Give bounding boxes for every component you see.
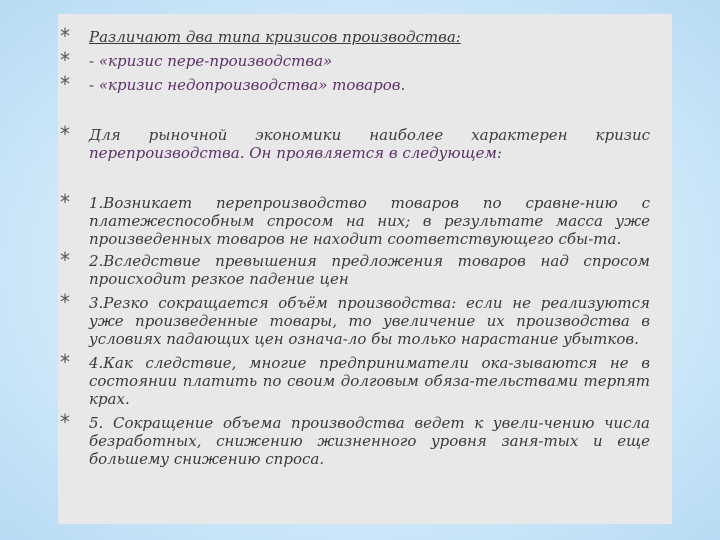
bullet-icon: * (60, 290, 70, 314)
list-item (58, 122, 650, 162)
list-item (58, 190, 650, 248)
bullet-icon: * (60, 48, 70, 72)
item-text: 2.Вследствие превышения предложения товаров над спросом происходит резкое падение цен (89, 252, 650, 288)
bullet-icon: * (60, 350, 70, 374)
list-item (58, 48, 650, 72)
item-text: Различают два типа кризисов производства: (89, 28, 461, 46)
bullet-icon: * (60, 248, 70, 272)
list-item (58, 410, 650, 468)
list-item (58, 290, 650, 348)
list-item (58, 248, 650, 288)
bullet-icon: * (60, 190, 70, 214)
item-text-part: перепроизводства. Он проявляется в следующем: (89, 144, 502, 162)
bullet-icon: * (60, 410, 70, 434)
item-text: 1.Возникает перепроизводство товаров по сравне-нию с платежеспособным спросом на них; в результате масса уже произведенных товаров не находит соответствующего сбы-та. (89, 194, 650, 248)
content-card (58, 14, 672, 524)
list-item (58, 72, 650, 96)
item-text: 5. Сокращение объема производства ведет к увели-чению числа безработных, снижению жизненного уровня заня-тых и еще большему снижению спроса. (89, 414, 650, 468)
list-item-heading (58, 24, 650, 48)
list-item (58, 350, 650, 408)
bullet-icon: * (60, 122, 70, 146)
bullet-icon: * (60, 72, 70, 96)
item-text (89, 126, 650, 162)
item-text-part: Для рыночной экономики наиболее характерен кризис (89, 126, 650, 144)
item-text: - «кризис пере-производства» (89, 52, 333, 70)
bullet-icon: * (60, 24, 70, 48)
item-text: 4.Как следствие, многие предприниматели ока-зываются не в состоянии платить по своим долговым обяза-тельствами терпят крах. (89, 354, 650, 408)
item-text: - «кризис недопроизводства» товаров. (89, 76, 406, 94)
item-text: 3.Резко сокращается объём производства: если не реализуются уже произведенные товары, то увеличение их производства в условиях падающих цен означа-ло бы только нарастание убытков. (89, 294, 650, 348)
